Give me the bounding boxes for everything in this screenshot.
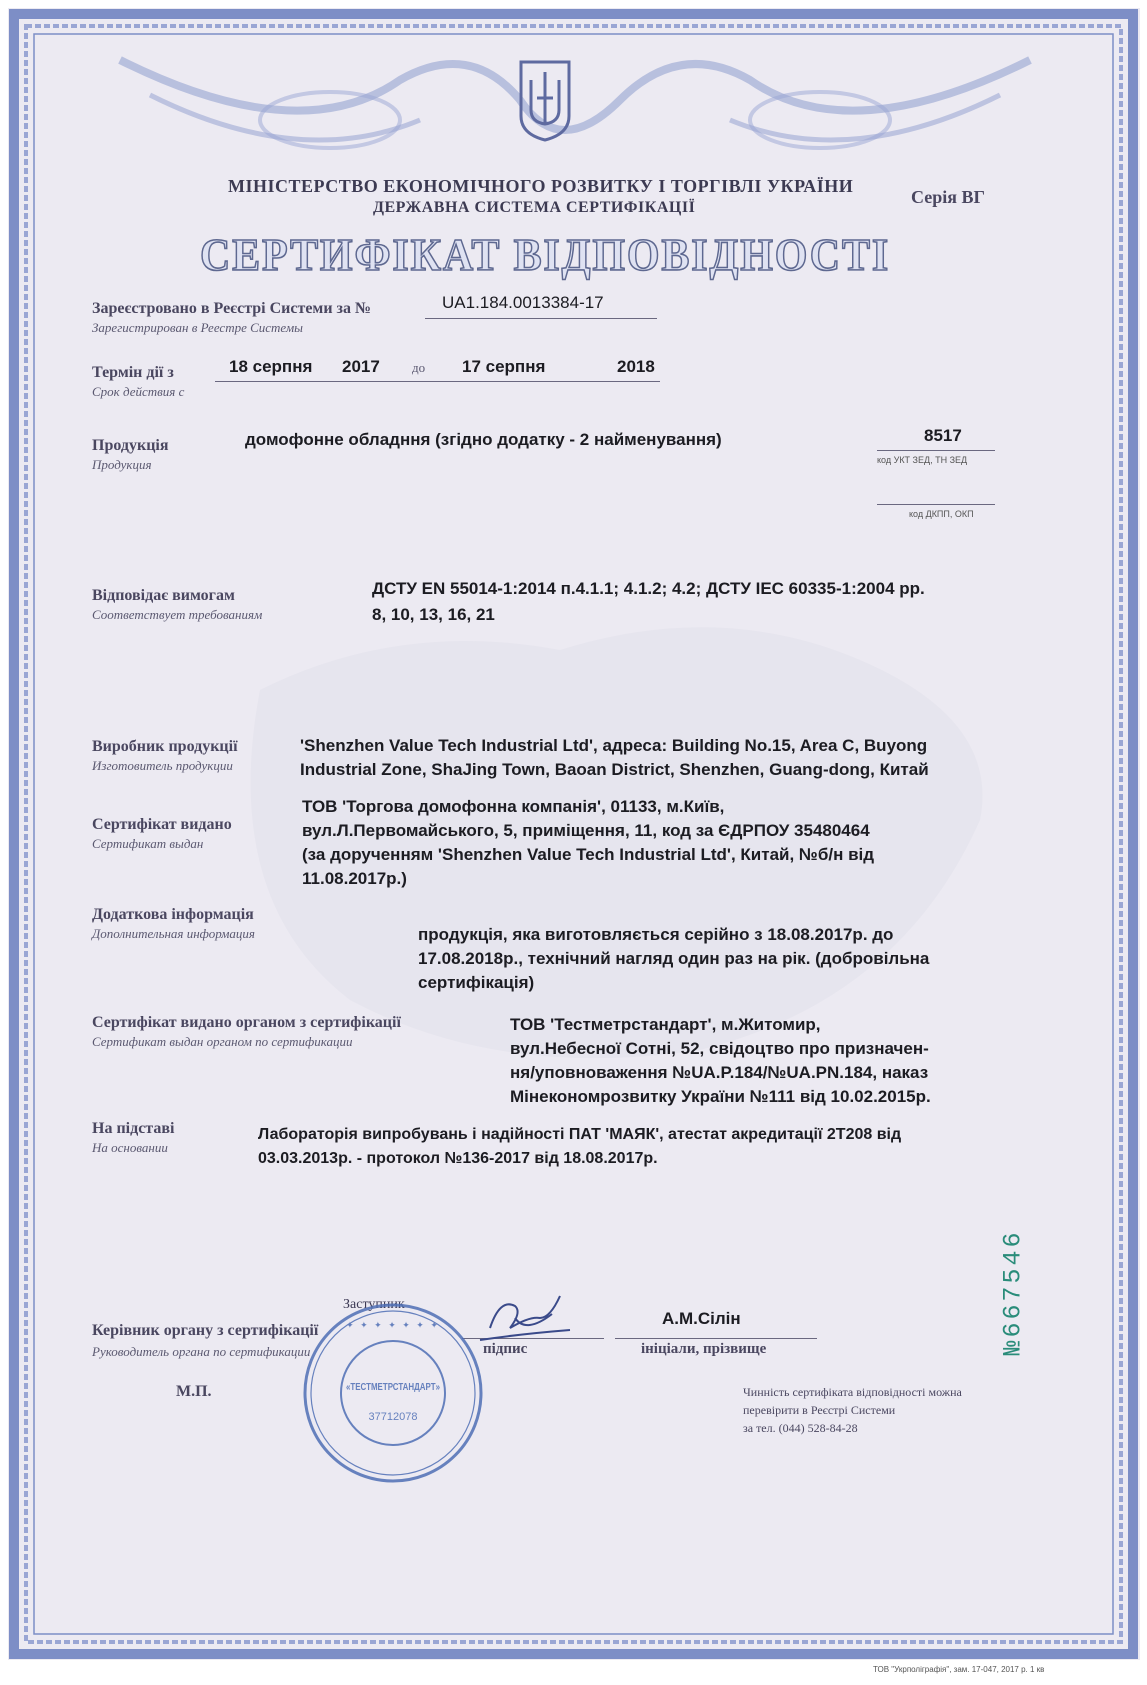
- product-code: 8517: [924, 426, 962, 445]
- svg-text:37712078: 37712078: [368, 1411, 418, 1423]
- additional-info-line-2: 17.08.2018р., технічний нагляд один раз на рік. (добровільна: [418, 949, 930, 968]
- ministry-name: МІНІСТЕРСТВО ЕКОНОМІЧНОГО РОЗВИТКУ І ТОРГІВЛІ УКРАЇНИ: [228, 176, 854, 196]
- validity-label: Термін дії з: [92, 364, 174, 381]
- product-label-ru: Продукция: [92, 457, 152, 472]
- certification-body-label: Сертифікат видано органом з сертифікації: [92, 1014, 401, 1031]
- svg-text:«ТЕСТМЕТРСТАНДАРТ»: «ТЕСТМЕТРСТАНДАРТ»: [346, 1382, 441, 1393]
- basis-label-ru: На основании: [92, 1140, 168, 1155]
- certificate-title: [195, 220, 895, 284]
- additional-info-label: Додаткова інформація: [92, 906, 254, 923]
- deputy-label: Заступник: [343, 1297, 405, 1312]
- requirements-label-ru: Соответствует требованиям: [92, 607, 263, 622]
- basis-line-2: 03.03.2013р. - протокол №136-2017 від 18.08.2017р.: [258, 1150, 658, 1167]
- certification-body-stamp: [298, 1298, 488, 1488]
- validity-check-note: Чинність сертифіката відповідності можна перевірити в Реєстрі Системи за тел. (044) 528-84-28: [743, 1385, 962, 1435]
- certification-system: ДЕРЖАВНА СИСТЕМА СЕРТИФІКАЦІЇ: [373, 199, 696, 216]
- certification-body-line-3: ня/уповноваження №UA.P.184/№UA.PN.184, наказ: [510, 1063, 929, 1082]
- head-of-body-label-ru: Руководитель органа по сертификации: [92, 1344, 311, 1359]
- manufacturer-line-2: Industrial Zone, ShaJing Town, Baoan District, Shenzhen, Guang-dong, Китай: [300, 760, 929, 779]
- signatory-name: А.М.Сілін: [662, 1309, 741, 1328]
- dkpp-code-caption: код ДКПП, ОКП: [909, 509, 974, 519]
- product-code-caption: код УКТ ЗЕД, ТН ЗЕД: [877, 455, 968, 465]
- issued-to-line-4: 11.08.2017р.): [302, 869, 407, 888]
- registry-label: Зареєстровано в Реєстрі Системи за №: [92, 300, 372, 317]
- valid-to-date: 17 серпня: [462, 357, 546, 376]
- certification-body-label-ru: Сертификат выдан органом по сертификации: [92, 1034, 353, 1049]
- coat-of-arms-icon: [517, 58, 573, 144]
- issued-to-label-ru: Сертификат выдан: [92, 836, 204, 851]
- basis-line-1: Лабораторія випробувань і надійності ПАТ 'МАЯК', атестат акредитації 2Т208 від: [258, 1126, 902, 1143]
- additional-info-label-ru: Дополнительная информация: [92, 926, 255, 941]
- issued-to-line-3: (за дорученням 'Shenzhen Value Tech Industrial Ltd', Китай, №б/н від: [302, 845, 875, 864]
- registry-label-ru: Зарегистрирован в Реестре Системы: [92, 320, 303, 335]
- issued-to-label: Сертифікат видано: [92, 816, 232, 833]
- signature-caption: підпис: [483, 1341, 528, 1357]
- product-value: домофонне обладння (згідно додатку - 2 найменування): [245, 430, 722, 449]
- valid-to-year: 2018: [617, 357, 655, 376]
- valid-from-date: 18 серпня: [229, 357, 313, 376]
- requirements-label: Відповідає вимогам: [92, 587, 235, 604]
- basis-label: На підставі: [92, 1120, 175, 1137]
- certification-body-line-4: Мінекономрозвитку України №111 від 10.02.2015р.: [510, 1087, 931, 1106]
- name-caption: ініціали, прізвище: [641, 1341, 767, 1357]
- certification-body-line-2: вул.Небесної Сотні, 52, свідоцтво про призначен-: [510, 1039, 929, 1058]
- svg-text:✦ ✦ ✦ ✦ ✦ ✦ ✦: ✦ ✦ ✦ ✦ ✦ ✦ ✦: [346, 1320, 440, 1330]
- issued-to-line-2: вул.Л.Первомайського, 5, приміщення, 11, код за ЄДРПОУ 35480464: [302, 821, 870, 840]
- additional-info-line-3: сертифікація): [418, 973, 535, 992]
- valid-from-year: 2017: [342, 357, 380, 376]
- issued-to-line-1: ТОВ 'Торгова домофонна компанія', 01133, м.Київ,: [302, 797, 725, 816]
- seal-place-label: М.П.: [176, 1383, 212, 1400]
- validity-label-ru: Срок действия с: [92, 384, 185, 399]
- head-of-body-label: Керівник органу з сертифікації: [92, 1322, 319, 1339]
- svg-text:СЕРТИФІКАТ ВІДПОВІДНОСТІ: СЕРТИФІКАТ ВІДПОВІДНОСТІ: [200, 229, 890, 280]
- printer-note: ТОВ "Укрполіграфія", зам. 17-047, 2017 р. 1 кв: [873, 1665, 1045, 1674]
- validity-to-word: до: [412, 360, 426, 375]
- registry-number: UA1.184.0013384-17: [442, 293, 604, 312]
- manufacturer-label-ru: Изготовитель продукции: [92, 758, 233, 773]
- certification-body-line-1: ТОВ 'Тестметрстандарт', м.Житомир,: [510, 1015, 821, 1034]
- series-label: Серія ВГ: [911, 187, 985, 207]
- manufacturer-line-1: 'Shenzhen Value Tech Industrial Ltd', адреса: Building No.15, Area C, Buyong: [300, 736, 928, 755]
- additional-info-line-1: продукція, яка виготовляється серійно з 18.08.2017р. до: [418, 925, 894, 944]
- serial-number: №667546: [998, 1229, 1028, 1356]
- requirements-line-1: ДСТУ EN 55014-1:2014 п.4.1.1; 4.1.2; 4.2; ДСТУ IEC 60335-1:2004 рр.: [372, 579, 925, 598]
- product-label: Продукція: [92, 437, 169, 454]
- manufacturer-label: Виробник продукції: [92, 738, 238, 755]
- requirements-line-2: 8, 10, 13, 16, 21: [372, 605, 495, 624]
